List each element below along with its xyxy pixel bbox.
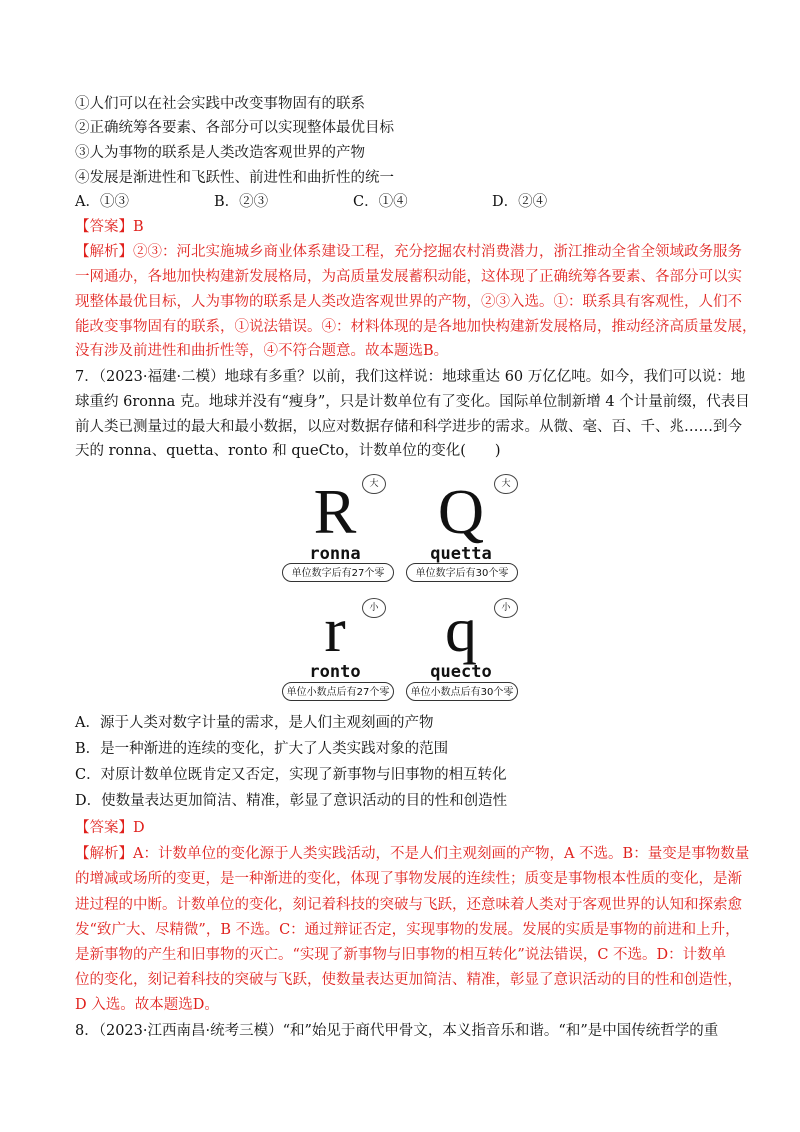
q6-item-3: ③人为事物的联系是人类改造客观世界的产物 (75, 145, 365, 161)
q6-item-1: ①人们可以在社会实践中改变事物固有的联系 (75, 96, 365, 112)
q6-item-4: ④发展是渐进性和飞跃性、前进性和曲折性的统一 (75, 170, 394, 186)
unit-desc-pill: 单位小数点后有30个零 (406, 682, 518, 701)
small-tag-bubble: 小 (494, 598, 518, 618)
q6-item-2: ②正确统筹各要素、各部分可以实现整体最优目标 (75, 120, 394, 136)
unit-letter: r (324, 594, 346, 665)
q7-analysis-3: 进过程的中断。计数单位的变化，刻记着科技的突破与飞跃，还意味着人类对于客观世界的认知和探索愈 (75, 897, 742, 913)
q6-option-a[interactable]: A．①③ (75, 194, 129, 210)
q6-analysis-2: 一网通办，各地加快构建新发展格局，为高质量发展蓄积动能，这体现了正确统筹各要素、各部分可以实 (75, 269, 742, 285)
unit-name: quetta (430, 544, 492, 564)
q7-answer: 【答案】D (75, 820, 145, 836)
q7-option-a[interactable]: A．源于人类对数字计量的需求，是人们主观刻画的产物 (75, 715, 434, 731)
q7-analysis-6: 位的变化，刻记着科技的突破与飞跃，使数量表达更加简洁、精准，彰显了意识活动的目的性和创造性， (75, 972, 742, 988)
q6-analysis-4: 能改变事物固有的联系，①说法错误。④：材料体现的是各地加快构建新发展格局，推动经济高质量发展， (75, 319, 757, 335)
small-tag-bubble: 小 (362, 598, 386, 618)
q6-analysis-1: 【解析】②③：河北实施城乡商业体系建设工程，充分挖掘农村消费潜力，浙江推动全省全领域政务服务 (75, 244, 742, 260)
q8-stem: 8．（2023·江西南昌·统考三模）“和”始见于商代甲骨文，本义指音乐和谐。“和”是中国传统哲学的重 (75, 1023, 719, 1039)
q7-analysis-4: 发“致广大、尽精微”，B 不选。C：通过辩证否定，实现事物的发展。发展的实质是事物的前进和上升， (75, 922, 740, 938)
unit-name: ronna (309, 544, 361, 564)
q7-stem-1: 7．（2023·福建·二模）地球有多重？以前，我们这样说：地球重达 60 万亿亿吨。如今，我们可以说：地 (75, 369, 746, 385)
unit-letter: q (445, 594, 477, 665)
q7-stem-3: 前人类已测量过的最大和最小数据，以应对数据存储和科学进步的需求。从微、毫、百、千、兆……到今 (75, 419, 742, 435)
q6-option-b[interactable]: B．②③ (214, 194, 269, 210)
q7-stem-4: 天的 ronna、quetta、ronto 和 queCto，计数单位的变化( ) (75, 443, 501, 459)
q6-answer: 【答案】B (75, 219, 144, 235)
q7-stem-2: 球重约 6ronna 克。地球并没有“瘦身”，只是计数单位有了变化。国际单位制新增 4 个计量前缀，代表目 (75, 394, 750, 410)
q6-option-d[interactable]: D．②④ (492, 194, 548, 210)
q7-analysis-2: 的增减或场所的变更，是一种渐进的变化，体现了事物发展的连续性；质变是事物根本性质的变化，是渐 (75, 871, 742, 887)
q7-analysis-1: 【解析】A：计数单位的变化源于人类实践活动，不是人们主观刻画的产物，A 不选。B：量变是事物数量 (75, 846, 750, 862)
big-tag-bubble: 大 (362, 474, 386, 494)
q7-option-d[interactable]: D．使数量表达更加简洁、精准，彰显了意识活动的目的性和创造性 (75, 793, 508, 809)
q7-analysis-5: 是新事物的产生和旧事物的灭亡。“实现了新事物与旧事物的相互转化”说法错误，C 不选。D：计数单 (75, 947, 727, 963)
unit-desc-pill: 单位数字后有27个零 (282, 563, 394, 582)
unit-letter: Q (437, 476, 485, 547)
q6-analysis-5: 没有涉及前进性和曲折性等，④不符合题意。故本题选B。 (75, 343, 449, 359)
unit-name: ronto (309, 662, 361, 682)
q6-options (75, 192, 631, 212)
unit-letter: R (313, 476, 357, 547)
big-tag-bubble: 大 (494, 474, 518, 494)
q6-analysis-3: 现整体最优目标，人为事物的联系是人类改造客观世界的产物，②③入选。①：联系具有客观性，人们不 (75, 294, 742, 310)
q7-option-b[interactable]: B．是一种渐进的连续的变化，扩大了人类实践对象的范围 (75, 741, 449, 757)
unit-desc-pill: 单位小数点后有27个零 (282, 682, 394, 701)
q7-analysis-7: D 入选。故本题选D。 (75, 997, 219, 1013)
unit-desc-pill: 单位数字后有30个零 (406, 563, 518, 582)
q6-option-c[interactable]: C．①④ (353, 194, 408, 210)
unit-prefix-figure (280, 474, 520, 710)
q7-option-c[interactable]: C．对原计数单位既肯定又否定，实现了新事物与旧事物的相互转化 (75, 767, 507, 783)
unit-name: quecto (430, 662, 492, 682)
